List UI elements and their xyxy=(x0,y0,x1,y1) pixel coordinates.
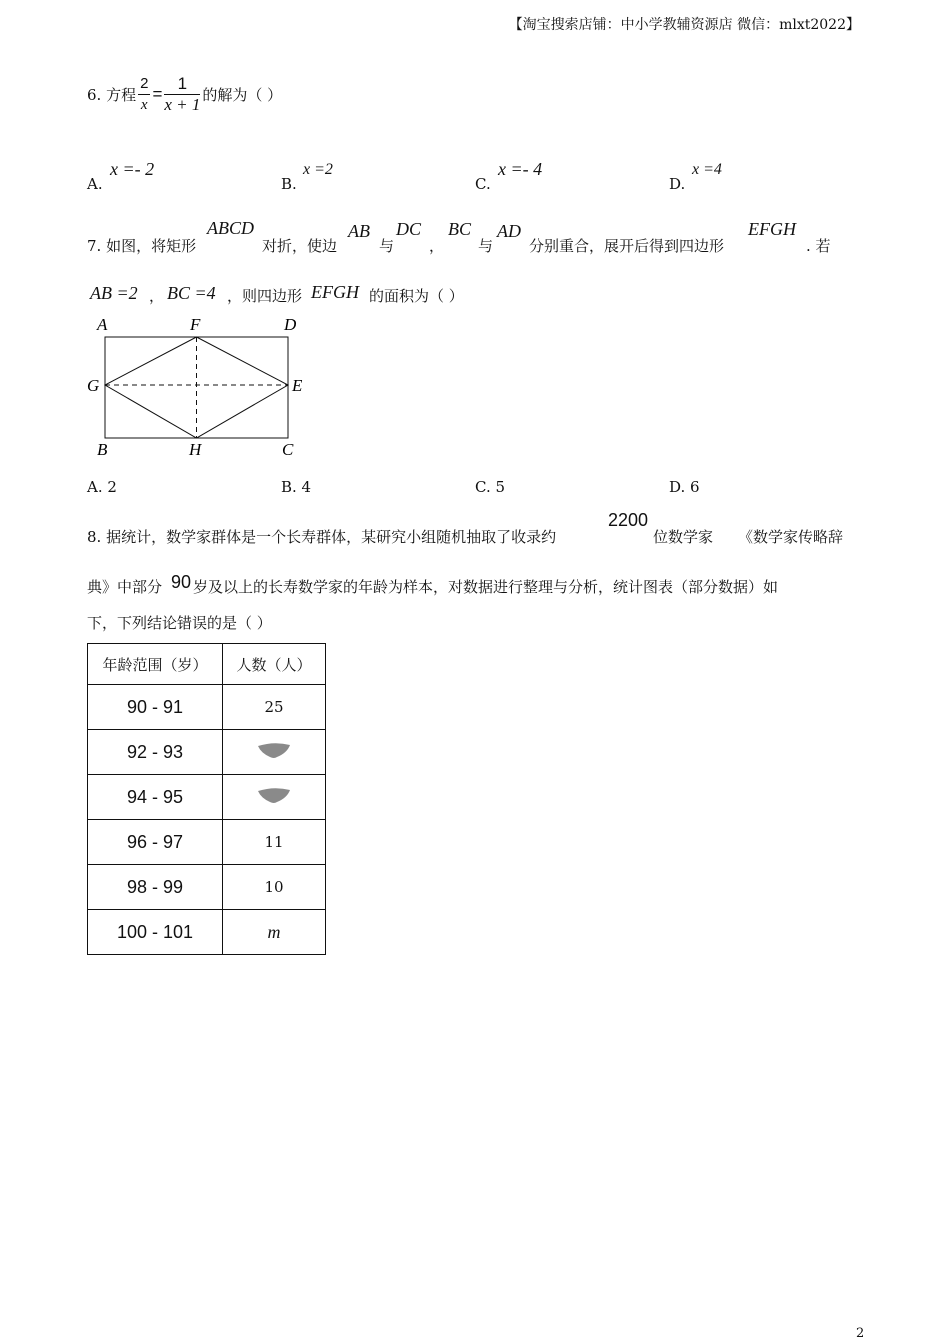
table-row xyxy=(88,730,326,775)
table-header-row xyxy=(88,644,326,685)
q6-prefix: 6. 方程 xyxy=(87,86,137,104)
q7-condition-ab: AB =2 xyxy=(90,283,138,303)
count-cell-obscured xyxy=(223,730,326,775)
q8-line2b: 岁及以上的长寿数学家的年龄为样本，对数据进行整理与分析，统计图表（部分数据）如 xyxy=(193,578,779,596)
age-range-cell: 94 - 95 xyxy=(88,775,223,820)
label-b: B xyxy=(97,440,108,459)
q6-option-d-label: D. xyxy=(669,175,686,193)
label-h: H xyxy=(189,440,202,459)
q7-rectangle-figure xyxy=(84,312,314,462)
header-age-range: 年龄范围（岁） xyxy=(88,644,223,685)
label-c: C xyxy=(282,440,294,459)
q6-lhs-numerator: 2 xyxy=(138,74,150,95)
q7-abcd: ABCD xyxy=(207,218,254,238)
q6-rhs-numerator: 1 xyxy=(164,74,200,95)
table-row xyxy=(88,910,326,955)
table-row xyxy=(88,685,326,730)
count-cell: 25 xyxy=(223,685,326,730)
q7-option-b: B. 4 xyxy=(281,478,312,496)
q8-line1b: 位数学家 xyxy=(653,528,714,546)
age-range-cell: 96 - 97 xyxy=(88,820,223,865)
q7-option-c: C. 5 xyxy=(475,478,506,496)
q7-part3: 分别重合，展开后得到四边形 xyxy=(529,237,725,255)
count-cell: 10 xyxy=(223,865,326,910)
question-6-stem xyxy=(87,74,282,115)
q7-bc: BC xyxy=(448,219,472,239)
q7-part2: 对折，使边 xyxy=(262,237,338,255)
q8-number-90: 90 xyxy=(171,572,192,592)
table-row xyxy=(88,865,326,910)
q8-line2a: 典》中部分 xyxy=(87,578,163,596)
q7-separator: ， xyxy=(149,287,165,305)
ink-smudge-icon xyxy=(257,786,291,804)
q7-part5: ，则四边形 xyxy=(227,287,303,305)
label-a: A xyxy=(97,315,108,334)
q7-dc: DC xyxy=(396,219,422,239)
age-distribution-table xyxy=(87,643,326,955)
q7-condition-bc: BC =4 xyxy=(167,283,216,303)
page-header: 【淘宝搜索店铺：中小学教辅资源店 微信：mlxt2022】 xyxy=(508,17,860,33)
page-number: 2 xyxy=(856,1326,865,1341)
q7-with1: 与 xyxy=(379,237,395,255)
q6-option-a-expr: x =- 2 xyxy=(110,159,155,179)
q7-part1: 7. 如图，将矩形 xyxy=(87,237,197,255)
q6-equals: = xyxy=(152,84,163,104)
q6-option-b-expr: x =2 xyxy=(303,161,333,178)
label-d: D xyxy=(284,315,297,334)
label-g: G xyxy=(87,376,100,395)
q6-option-b-label: B. xyxy=(281,175,297,193)
age-range-cell: 90 - 91 xyxy=(88,685,223,730)
q6-lhs-fraction xyxy=(138,74,150,115)
q7-option-a: A. 2 xyxy=(87,478,117,496)
label-f: F xyxy=(190,315,201,334)
q7-comma: ， xyxy=(429,237,445,255)
q7-part6: 的面积为（ ） xyxy=(369,287,464,305)
table-row xyxy=(88,775,326,820)
ink-smudge-icon xyxy=(257,741,291,759)
age-range-cell: 100 - 101 xyxy=(88,910,223,955)
table-row xyxy=(88,820,326,865)
header-count: 人数（人） xyxy=(223,644,326,685)
count-cell: 11 xyxy=(223,820,326,865)
q6-suffix: 的解为（ ） xyxy=(202,86,283,104)
q6-lhs-denominator: x xyxy=(140,97,148,113)
q7-part4: . 若 xyxy=(806,237,831,255)
q6-option-c-label: C. xyxy=(475,175,491,193)
q7-option-d: D. 6 xyxy=(669,478,700,496)
count-cell: m xyxy=(223,910,326,955)
q6-rhs-fraction xyxy=(164,74,200,115)
age-range-cell: 98 - 99 xyxy=(88,865,223,910)
label-e: E xyxy=(292,376,303,395)
q8-number-2200: 2200 xyxy=(608,510,649,530)
q8-line1a: 8. 据统计，数学家群体是一个长寿群体，某研究小组随机抽取了收录约 xyxy=(87,528,557,546)
q7-ad: AD xyxy=(497,221,521,241)
q6-rhs-denominator: x + 1 xyxy=(164,95,201,114)
q6-option-d-expr: x =4 xyxy=(692,161,722,178)
q6-option-a-label: A. xyxy=(87,175,103,193)
q7-efgh: EFGH xyxy=(748,219,796,239)
q7-efgh-2: EFGH xyxy=(311,282,359,302)
count-cell-obscured xyxy=(223,775,326,820)
age-range-cell: 92 - 93 xyxy=(88,730,223,775)
q6-option-c-expr: x =- 4 xyxy=(498,159,543,179)
q8-line1c: 《数学家传略辞 xyxy=(738,528,844,546)
q7-ab: AB xyxy=(348,221,370,241)
q7-with2: 与 xyxy=(478,237,494,255)
q8-line3: 下，下列结论错误的是（ ） xyxy=(87,614,272,632)
